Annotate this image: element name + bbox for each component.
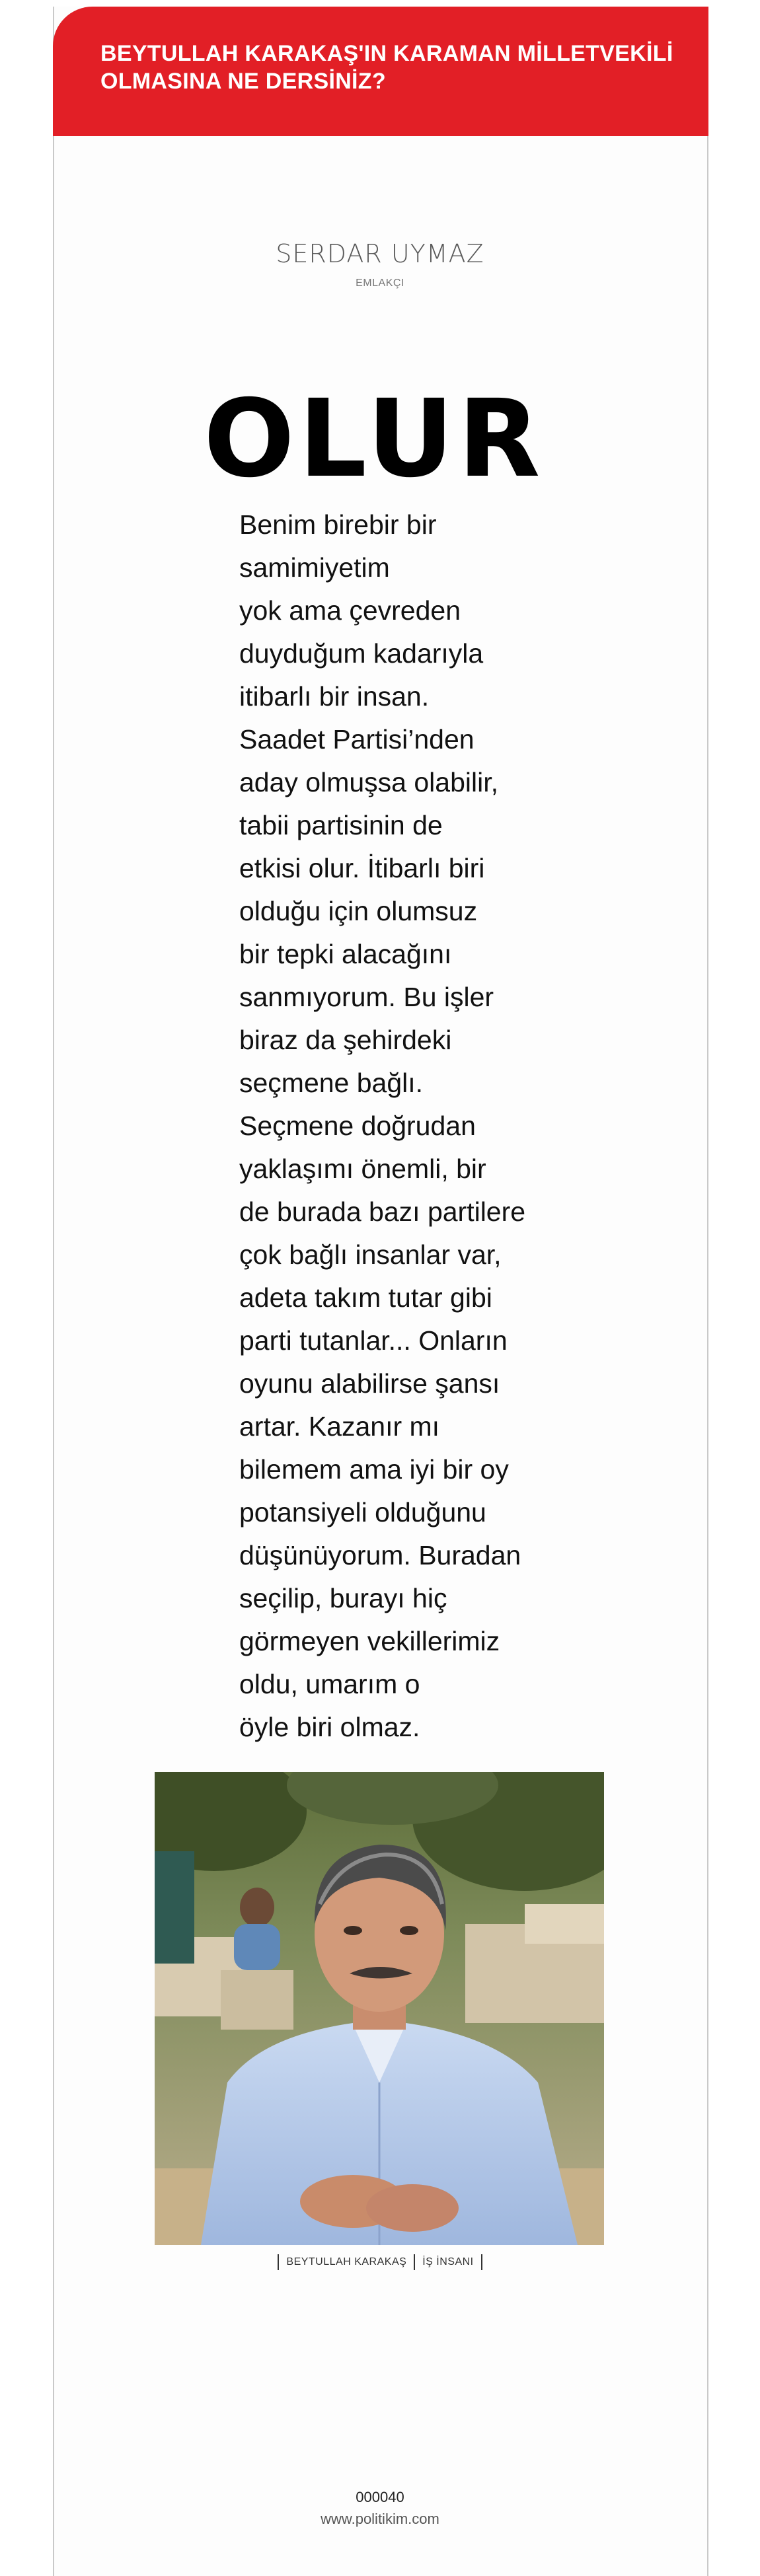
caption-divider xyxy=(481,2254,482,2270)
body-line: görmeyen vekillerimiz xyxy=(239,1626,500,1656)
body-line: potansiyeli olduğunu xyxy=(239,1497,486,1527)
question-line-1: BEYTULLAH KARAKAŞ'IN KARAMAN MİLLETVEKİLİ xyxy=(100,41,673,66)
portrait-illustration xyxy=(155,1772,604,2245)
body-line: duyduğum kadarıyla xyxy=(239,638,484,669)
body-line: adeta takım tutar gibi xyxy=(239,1282,492,1313)
caption-divider xyxy=(414,2254,415,2270)
body-line: yok ama çevreden xyxy=(239,595,461,626)
body-line: itibarlı bir insan. xyxy=(239,681,430,712)
interviewee-role: EMLAKÇI xyxy=(356,277,404,289)
answer-headline: OLUR xyxy=(204,377,545,501)
caption-role: İŞ İNSANI xyxy=(422,2256,474,2268)
body-line: seçilip, burayı hiç xyxy=(239,1583,447,1613)
body-line: öyle biri olmaz. xyxy=(239,1712,420,1742)
body-line: aday olmuşsa olabilir, xyxy=(239,767,498,797)
page-number: 000040 xyxy=(356,2489,404,2505)
portrait-photo xyxy=(155,1772,604,2245)
question-banner xyxy=(53,7,708,136)
website-link[interactable]: www.politikim.com xyxy=(321,2511,439,2527)
body-line: bir tepki alacağını xyxy=(239,939,452,969)
caption-divider xyxy=(278,2254,279,2270)
answer-body xyxy=(239,503,543,1749)
body-line: Seçmene doğrudan xyxy=(239,1111,476,1141)
body-line: samimiyetim xyxy=(239,552,390,583)
body-line: seçmene bağlı. xyxy=(239,1068,424,1098)
photo-caption xyxy=(0,2254,760,2270)
body-line: yaklaşımı önemli, bir xyxy=(239,1154,486,1184)
body-line: tabii partisinin de xyxy=(239,810,443,840)
body-line: de burada bazı partilere xyxy=(239,1196,526,1227)
body-line: olduğu için olumsuz xyxy=(239,896,478,926)
body-line: biraz da şehirdeki xyxy=(239,1025,452,1055)
body-line: çok bağlı insanlar var, xyxy=(239,1239,502,1270)
body-line: bilemem ama iyi bir oy xyxy=(239,1454,509,1485)
interviewee-name: SERDAR UYMAZ xyxy=(276,239,484,268)
body-line: etkisi olur. İtibarlı biri xyxy=(239,853,485,883)
body-line: oldu, umarım o xyxy=(239,1669,420,1699)
body-line: oyunu alabilirse şansı xyxy=(239,1368,500,1399)
body-line: düşünüyorum. Buradan xyxy=(239,1540,521,1570)
body-line: sanmıyorum. Bu işler xyxy=(239,982,494,1012)
question-line-2: OLMASINA NE DERSİNİZ? xyxy=(100,69,386,94)
body-line: artar. Kazanır mı xyxy=(239,1411,440,1442)
body-line: Benim birebir bir xyxy=(239,509,437,540)
body-line: parti tutanlar... Onların xyxy=(239,1325,508,1356)
body-line: Saadet Partisi’nden xyxy=(239,724,475,754)
caption-name: BEYTULLAH KARAKAŞ xyxy=(286,2256,407,2268)
